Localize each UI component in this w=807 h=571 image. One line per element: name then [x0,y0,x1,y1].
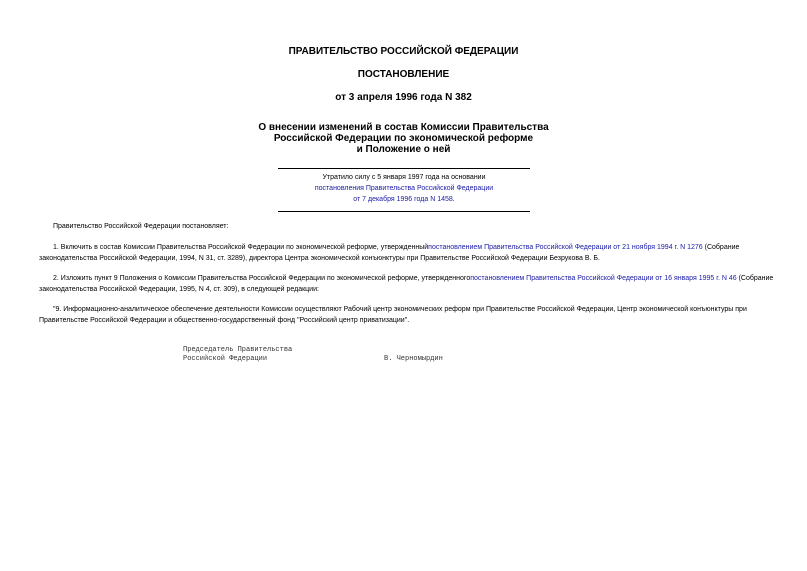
document-type: ПОСТАНОВЛЕНИЕ [357,69,450,80]
paragraph-2 [39,274,774,295]
divider-top [278,168,530,169]
paragraph-3-text: "9. Информационно-аналитическое обеспечение деятельности Комиссии осуществляют Рабочий центр экономических реформ при Правительстве Российской Федерации, Центр экономической конъюнктуры при Правительстве Российской Федерации и общественно-государственный фонд "Российский центр приватизации". [39,306,747,324]
status-note-suffix: . [452,196,455,203]
status-note [278,172,530,205]
status-note-text: Утратило силу с 5 января 1997 года на основании [322,174,486,181]
decree-46-link[interactable]: постановлением Правительства Российской Федерации от 16 января 1995 г. N 46 [470,275,737,282]
signatory-position-line2: Российской Федерации [183,355,268,363]
title-line: и Положение о ней [356,144,451,155]
divider-bottom [278,211,530,212]
document-title [0,122,807,155]
paragraph-1-text-start: 1. Включить в состав Комиссии Правительства Российской Федерации по экономической реформе, утвержденный [53,244,429,251]
preamble-paragraph [39,222,774,233]
paragraph-1 [39,243,774,264]
paragraph-1-text-end: (Собрание законодательства Российской Федерации, 1994, N 31, ст. 3289), директора Центра экономической конъюнктуры при Правительстве Российской Федерации Безрукова В. Б. [39,244,740,262]
preamble-text: Правительство Российской Федерации постановляет: [53,223,229,230]
decree-1276-link[interactable]: постановлением Правительства Российской Федерации от 21 ноября 1994 г. N 1276 [428,244,703,251]
signatory-name: В. Черномырдин [384,355,443,363]
repeal-decree-link[interactable]: постановления Правительства Российской Федерации [314,185,494,192]
title-line: Российской Федерации по экономической реформе [273,133,534,144]
repeal-decree-date-link[interactable]: от 7 декабря 1996 года N 1458 [353,196,453,203]
paragraph-2-text-end: (Собрание законодательства Российской Федерации, 1995, N 4, ст. 309), в следующей редакции: [39,275,774,293]
title-line: О внесении изменений в состав Комиссии Правительства [258,122,549,133]
paragraph-3-quote [39,305,774,326]
signatory-position-line1: Председатель Правительства [183,346,293,354]
issuing-authority: ПРАВИТЕЛЬСТВО РОССИЙСКОЙ ФЕДЕРАЦИИ [288,46,519,57]
paragraph-2-text-start: 2. Изложить пункт 9 Положения о Комиссии Правительства Российской Федерации по экономической реформе, утвержденного [53,275,471,282]
document-date-number: от 3 апреля 1996 года N 382 [335,92,472,103]
